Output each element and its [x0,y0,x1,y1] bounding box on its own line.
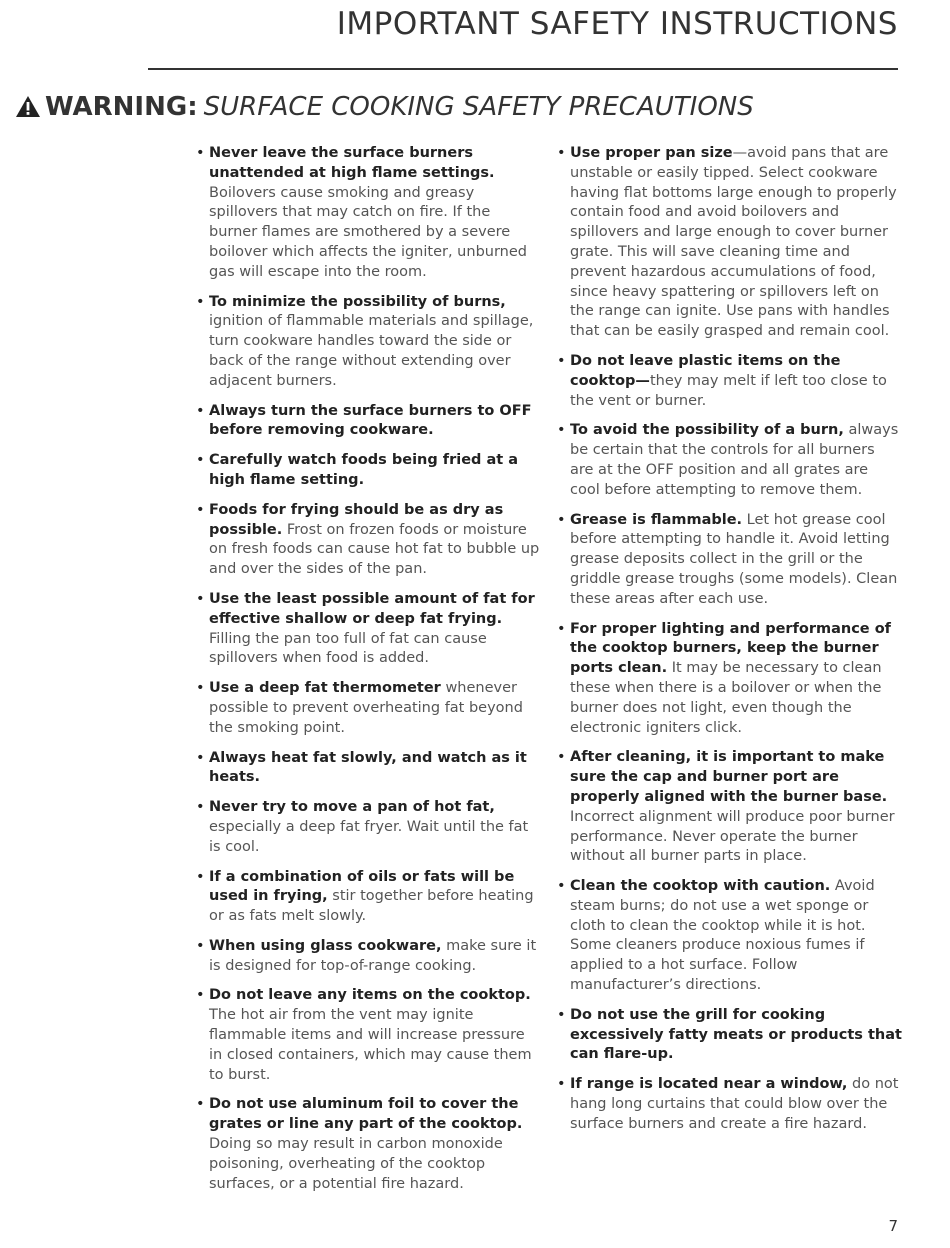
list-item [196,144,541,283]
page-number: 7 [888,1217,898,1235]
page-header-title: IMPORTANT SAFETY INSTRUCTIONS [336,6,898,42]
bullet-icon: • [196,293,205,310]
item-lead: Do not use the grill for cooking excessively fatty meats or products that can flare-up. [570,1006,902,1063]
list-item [196,1095,541,1194]
bullet-icon: • [557,878,566,895]
item-text: they may melt if left too close to the vent or burner. [570,372,887,409]
item-text: Doing so may result in carbon monoxide poisoning, overheating of the cooktop surfaces, or a potential fire hazard. [209,1136,503,1192]
list-item [196,293,541,392]
bullet-icon: • [196,680,205,697]
item-lead: After cleaning, it is important to make sure the cap and burner port are properly aligned with the burner base. [570,749,888,805]
item-text: Boilovers cause smoking and greasy spillovers that may catch on fire. If the burner flames are smothered by a severe boilover which affects the igniter, unburned gas will escape into the room. [209,184,527,280]
warning-triangle-icon [15,95,41,125]
item-lead: Grease is flammable. [570,511,743,528]
item-lead: Do not leave any items on the cooktop. [209,987,531,1004]
item-text: It may be necessary to clean these when there is a boilover or when the burner does not light, even though the electronic igniters click. [570,660,882,736]
warning-label: WARNING: [45,92,198,122]
warning-subtitle: SURFACE COOKING SAFETY PRECAUTIONS [203,92,754,122]
bullet-icon: • [557,620,566,637]
item-text: whenever possible to prevent overheating fat beyond the smoking point. [209,680,523,736]
list-item [557,1075,902,1134]
item-text: always be certain that the controls for all burners are at the OFF position and all grates are cool before attempting to remove them. [570,422,899,498]
warning-heading [15,92,754,125]
list-item [557,1006,902,1065]
list-item [196,501,541,580]
list-item [557,144,902,342]
bullet-icon: • [557,145,566,161]
item-lead: If a combination of oils or fats will be used in frying, [209,868,515,905]
item-text: make sure it is designed for top-of-range cooking. [209,937,537,974]
item-text: Filling the pan too full of fat can cause spillovers when food is added. [209,630,487,667]
list-item [196,451,541,491]
item-text: Frost on frozen foods or moisture on fresh foods can cause hot fat to bubble up and over the sides of the pan. [209,521,540,578]
bullet-icon: • [557,352,566,369]
item-text: Incorrect alignment will produce poor burner performance. Never operate the burner without all burner parts in place. [570,808,895,865]
item-text: The hot air from the vent may ignite flammable items and will increase pressure in closed containers, which may cause them to burst. [209,1007,532,1083]
list-item [557,620,902,739]
list-item [196,986,541,1085]
item-lead: Never leave the surface burners unattended at high flame settings. [209,145,495,181]
bullet-icon: • [557,422,566,439]
item-lead: To minimize the possibility of burns, [209,293,506,310]
item-lead: For proper lighting and performance of the cooktop burners, keep the burner ports clean. [570,620,891,677]
bullet-icon: • [196,145,205,161]
list-item [196,937,541,977]
list-item [196,749,541,789]
bullet-icon: • [196,1096,205,1113]
item-lead: When using glass cookware, [209,937,442,954]
right-column [557,144,902,1145]
left-column [196,144,541,1204]
bullet-icon: • [196,452,205,469]
list-item [557,421,902,500]
bullet-icon: • [557,1076,566,1093]
bullet-icon: • [196,590,205,607]
list-item [557,511,902,610]
item-lead: Do not leave plastic items on the cooktop— [570,352,841,389]
item-text: Avoid steam burns; do not use a wet sponge or cloth to clean the cooktop while it is hot. Some cleaners produce noxious fumes if applied to a hot surface. Follow manufacturer’s directions. [570,878,875,994]
list-item [557,748,902,867]
item-lead: Use a deep fat thermometer [209,680,441,697]
item-lead: Use proper pan size [570,145,733,161]
item-text: do not hang long curtains that could blow over the surface burners and create a fire hazard. [570,1076,899,1132]
item-lead: Do not use aluminum foil to cover the grates or line any part of the cooktop. [209,1096,523,1133]
item-text: —avoid pans that are unstable or easily tipped. Select cookware having flat bottoms large enough to properly contain food and avoid boilovers and spillovers and large enough to cover burner grate. This will save cleaning time and prevent hazardous accumulations of food, since heavy spattering or spillovers left on the range can ignite. Use pans with handles that can be easily grasped and remain cool. [570,145,897,340]
item-lead: Foods for frying should be as dry as possible. [209,501,504,538]
item-lead: If range is located near a window, [570,1076,848,1093]
bullet-icon: • [196,749,205,766]
bullet-icon: • [196,868,205,885]
item-lead: To avoid the possibility of a burn, [570,422,844,439]
list-item [196,798,541,857]
item-lead: Carefully watch foods being fried at a high flame setting. [209,452,519,488]
header-divider [148,68,898,70]
list-item [196,590,541,669]
bullet-icon: • [557,511,566,528]
list-item [196,402,541,442]
item-text: stir together before heating or as fats melt slowly. [209,888,534,925]
bullet-icon: • [196,987,205,1004]
item-lead: Clean the cooktop with caution. [570,878,831,895]
bullet-icon: • [196,799,205,816]
item-text: ignition of flammable materials and spillage, turn cookware handles toward the side or back of the range without extending over adjacent burners. [209,313,534,389]
bullet-icon: • [557,1006,566,1023]
item-lead: Always turn the surface burners to OFF before removing cookware. [209,402,532,439]
item-lead: Always heat fat slowly, and watch as it heats. [209,749,527,786]
item-lead: Use the least possible amount of fat for effective shallow or deep fat frying. [209,590,535,627]
bullet-icon: • [196,501,205,518]
list-item [557,877,902,996]
bullet-icon: • [557,749,566,766]
bullet-icon: • [196,937,205,954]
item-text: especially a deep fat fryer. Wait until the fat is cool. [209,818,529,855]
list-item [196,868,541,927]
item-text: Let hot grease cool before attempting to handle it. Avoid letting grease deposits collect in the grill or the griddle grease troughs (some models). Clean these areas after each use. [570,511,898,607]
item-lead: Never try to move a pan of hot fat, [209,799,495,816]
list-item [557,352,902,411]
bullet-icon: • [196,402,205,419]
list-item [196,679,541,738]
